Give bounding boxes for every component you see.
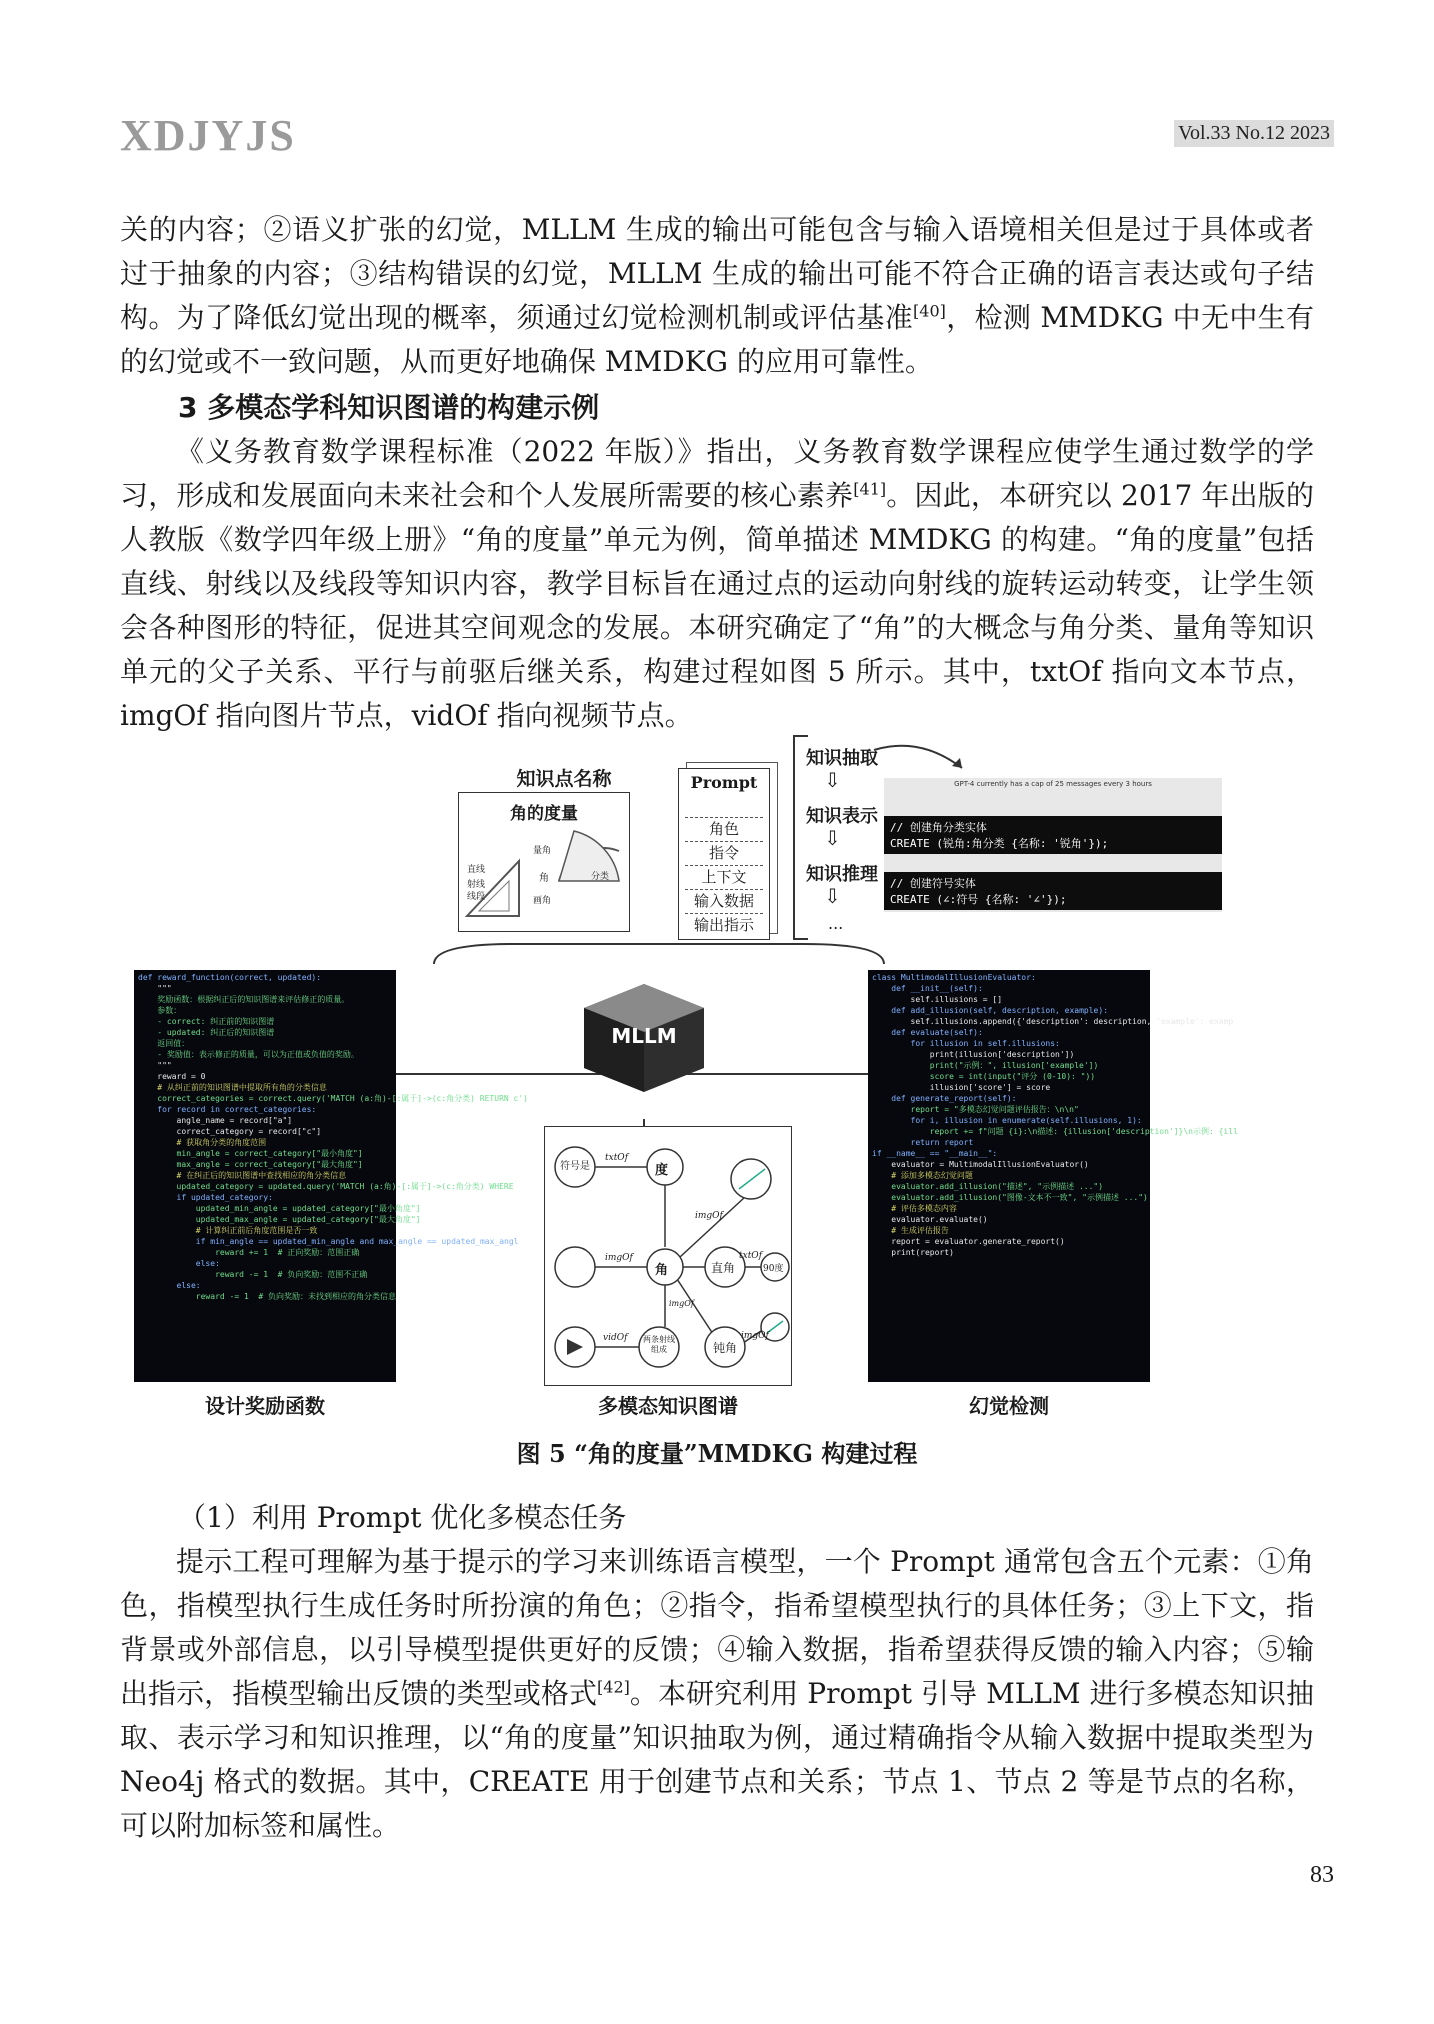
term-ray: 射线: [467, 880, 486, 890]
evaluator-code-line: if __name__ == "__main__":: [872, 1149, 998, 1158]
reward-code-line: correct_categories = correct.query('MATCH (a:角)-[:属于]->(c:角分类) RETURN c'): [138, 1094, 528, 1103]
edge-txtof-1: txtOf: [605, 1153, 629, 1163]
paragraph-2-tail: 。因此，本研究以 2017 年出版的人教版《数学四年级上册》“角的度量”单元为例，简单描述 MMDKG 的构建。“角的度量”包括直线、射线以及线段等知识内容，教学目标旨在通过点的运动向射线的旋转运动转变，让学生领会各种图形的特征，促进其空间观念的发展。本研究确定了“角”的大概念与角分类、量角等知识单元的父子关系、平行与前驱后继关系，构建过程如图 5 所示。其中，txtOf 指向文本节点，imgOf 指向图片节点，vidOf 指向视频节点。: [120, 479, 1314, 732]
knowledge-graph-label: 多模态知识图谱: [598, 1394, 738, 1418]
section-heading: 3 多模态学科知识图谱的构建示例: [178, 391, 600, 424]
prompt-item-input: 输入数据: [685, 889, 763, 911]
output-code-1-statement: CREATE (锐角:角分类 {名称: '锐角'});: [890, 837, 1109, 850]
output-code-block-2: [884, 872, 1222, 910]
evaluator-code-line: print("示例：", illusion['example']): [872, 1061, 1099, 1070]
reward-code-line: updated_min_angle = updated_category["最小角度"]: [138, 1204, 421, 1213]
down-arrow-icon: ⇩: [824, 768, 841, 792]
volume-label: Vol.33 No.12 2023: [1174, 120, 1334, 147]
evaluator-code-line: report = "多模态幻觉问题评估报告：\n\n": [872, 1105, 1079, 1114]
reward-code-line: # 计算纠正前后角度范围是否一致: [138, 1226, 318, 1235]
paragraph-1: [120, 208, 1314, 384]
output-code-2-comment: // 创建符号实体: [890, 877, 976, 890]
step-more: ...: [828, 914, 844, 933]
paragraph-3-text: 提示工程可理解为基于提示的学习来训练语言模型，一个 Prompt 通常包含五个元素：①角色，指模型执行生成任务时所扮演的角色；②指令，指希望模型执行的具体任务；③上下文，指背景或外部信息，以引导模型提供更好的反馈；④输入数据，指希望获得反馈的输入内容；⑤输出指示，指模型输出反馈的类型或格式: [120, 1545, 1314, 1710]
reward-code-line: if min_angle == updated_min_angle and max_angle == updated_max_angl: [138, 1237, 519, 1246]
evaluator-code-line: # 添加多模态幻觉问题: [872, 1171, 973, 1180]
subsection-heading: （1）利用 Prompt 优化多模态任务: [178, 1501, 627, 1534]
reward-code-line: else:: [138, 1259, 220, 1268]
evaluator-code-line: report = evaluator.generate_report(): [872, 1237, 1065, 1246]
prompt-item-role: 角色: [685, 817, 763, 839]
evaluator-code-line: illusion['score'] = score: [872, 1083, 1051, 1092]
output-code-block-1: [884, 816, 1222, 854]
evaluator-code-line: for i, illusion in enumerate(self.illusions, 1):: [872, 1116, 1142, 1125]
evaluator-code-line: evaluator.evaluate(): [872, 1215, 988, 1224]
knowledge-point-subtitle: 角的度量: [510, 804, 578, 824]
reward-code-line: """: [138, 984, 172, 993]
output-code-1-comment: // 创建角分类实体: [890, 821, 987, 834]
reward-function-label: 设计奖励函数: [205, 1394, 325, 1418]
node-right-angle: 直角: [711, 1261, 736, 1275]
paragraph-1-text: 关的内容；②语义扩张的幻觉，MLLM 生成的输出可能包含与输入语境相关但是过于具体或者过于抽象的内容；③结构错误的幻觉，MLLM 生成的输出可能不符合正确的语言表达或句子结构。为了降低幻觉出现的概率，须通过幻觉检测机制或评估基准: [120, 213, 1314, 334]
evaluator-code-line: # 评估多模态内容: [872, 1204, 957, 1213]
reward-code-line: updated_category = updated.query('MATCH (a:角)-[:属于]->(c:角分类) WHERE: [138, 1182, 514, 1191]
reward-code-line: # 在纠正后的知识图谱中查找相应的角分类信息: [138, 1171, 347, 1180]
reward-code-line: else:: [138, 1281, 201, 1290]
journal-logo: XDJYJS: [120, 111, 296, 160]
term-classify: 分类: [591, 872, 610, 882]
edge-vidof: vidOf: [603, 1333, 628, 1343]
down-arrow-icon: ⇩: [824, 884, 841, 908]
down-arrow-icon: ⇩: [824, 826, 841, 850]
reference-41: [41]: [853, 479, 887, 499]
paragraph-3: [120, 1540, 1314, 1848]
evaluator-code-line: score = int(input("评分 (0-10): ")): [872, 1072, 1096, 1081]
page-number: 83: [1310, 1862, 1334, 1888]
reference-42: [42]: [597, 1677, 630, 1697]
evaluator-code-line: evaluator.add_illusion("图像-文本不一致", "示例描述 ..."): [872, 1193, 1148, 1202]
evaluator-code-line: print(report): [872, 1248, 954, 1257]
term-measure: 量角: [533, 846, 552, 856]
reward-code-line: - 奖励值：表示修正的质量，可以为正值或负值的奖励。: [138, 1050, 359, 1059]
reward-code-line: min_angle = correct_category["最小角度"]: [138, 1149, 363, 1158]
reward-function-code: [134, 970, 528, 1382]
prompt-box: [678, 768, 770, 940]
reward-code-line: for record in correct_categories:: [138, 1105, 317, 1114]
reward-code-line: reward = 0: [138, 1072, 206, 1081]
output-code-2-statement: CREATE (∠:符号 {名称: '∠'});: [890, 893, 1067, 906]
evaluator-code-line: def add_illusion(self, description, example):: [872, 1006, 1109, 1015]
node-obtuse: 钝角: [713, 1341, 738, 1355]
reward-code-line: 返回值：: [138, 1039, 190, 1048]
node-degree: 度: [655, 1163, 669, 1178]
reward-code-line: # 从纠正前的知识图谱中提取所有角的分类信息: [138, 1083, 327, 1092]
reward-code-line: if updated_category:: [138, 1193, 273, 1202]
reward-code-line: reward -= 1 # 负向奖励：未找到相应的角分类信息: [138, 1292, 397, 1301]
evaluator-code-line: evaluator = MultimodalIllusionEvaluator(): [872, 1160, 1089, 1169]
node-90-degree: 90度: [763, 1264, 784, 1274]
evaluator-code-line: def generate_report(self):: [872, 1094, 1017, 1103]
evaluator-code-line: self.illusions.append({'description': description, 'example': examp: [872, 1017, 1234, 1026]
term-line: 直线: [467, 865, 486, 875]
term-angle: 角: [539, 873, 549, 884]
reference-40: [40]: [913, 301, 946, 321]
step-reason: 知识推理: [806, 864, 878, 885]
edge-imgof-2: imgOf: [605, 1253, 633, 1263]
reward-code-line: 参数：: [138, 1006, 182, 1015]
node-two-rays: 两条射线组成: [643, 1335, 675, 1354]
reward-code-line: reward -= 1 # 负向奖励：范围不正确: [138, 1270, 368, 1279]
node-angle: 角: [655, 1263, 669, 1278]
prompt-item-instruction: 指令: [685, 841, 763, 863]
evaluator-code-line: # 生成评估报告: [872, 1226, 949, 1235]
term-draw: 画角: [533, 896, 552, 906]
reward-code-line: - correct: 纠正前的知识图谱: [138, 1017, 275, 1026]
term-segment: 线段: [467, 892, 486, 902]
reward-code-line: angle_name = record["a"]: [138, 1116, 293, 1125]
evaluator-code-line: def evaluate(self):: [872, 1028, 983, 1037]
evaluator-code-line: return report: [872, 1138, 974, 1147]
paragraph-3-tail: 。本研究利用 Prompt 引导 MLLM 进行多模态知识抽取、表示学习和知识推理，以“角的度量”知识抽取为例，通过精确指令从输入数据中提取类型为 Neo4j 格式的数据。其中，CREATE 用于创建节点和关系；节点 1、节点 2 等是节点的名称，可以附加标签和属性。: [120, 1677, 1314, 1842]
evaluator-code-line: report += f"问题 {i}:\n描述: {illusion['description']}\n示例: {ill: [872, 1127, 1238, 1136]
reward-code-line: - updated: 纠正后的知识图谱: [138, 1028, 275, 1037]
knowledge-point-title: 知识点名称: [516, 768, 612, 790]
reward-code-line: correct_category = record["c"]: [138, 1127, 322, 1136]
edge-imgof-3: imgOf: [669, 1299, 694, 1308]
edge-imgof-4: imgOf: [741, 1331, 769, 1341]
figure-caption: 图 5 “角的度量”MMDKG 构建过程: [516, 1439, 918, 1468]
step-represent: 知识表示: [806, 806, 878, 827]
reward-code-line: max_angle = correct_category["最大角度"]: [138, 1160, 363, 1169]
evaluator-code-line: def __init__(self):: [872, 984, 983, 993]
evaluator-code-line: self.illusions = []: [872, 995, 1003, 1004]
edge-imgof-1: imgOf: [695, 1211, 723, 1221]
mllm-label: MLLM: [611, 1024, 677, 1048]
node-symbol: 符号是: [560, 1161, 590, 1172]
reward-code-line: # 获取角分类的角度范围: [138, 1138, 267, 1147]
prompt-title: Prompt: [690, 773, 758, 792]
curved-arrow-icon: [870, 738, 980, 778]
reward-code-line: """: [138, 1061, 172, 1070]
prompt-item-context: 上下文: [685, 865, 763, 887]
output-notice: GPT-4 currently has a cap of 25 messages every 3 hours: [954, 780, 1152, 788]
reward-code-line: 奖励函数：根据纠正后的知识图谱来评估修正的质量。: [138, 995, 350, 1004]
hallucination-detection-code: [868, 970, 1238, 1382]
reward-code-line: updated_max_angle = updated_category["最大角度"]: [138, 1215, 421, 1224]
reward-code-line: reward += 1 # 正向奖励：范围正确: [138, 1248, 360, 1257]
paragraph-1-tail: ，检测 MMDKG 中无中生有的幻觉或不一致问题，从而更好地确保 MMDKG 的应用可靠性。: [120, 301, 1314, 378]
evaluator-code-line: for illusion in self.illusions:: [872, 1039, 1060, 1048]
paragraph-2: [120, 430, 1314, 738]
edge-txtof-2: txtOf: [739, 1251, 763, 1261]
paragraph-2-text: 《义务教育数学课程标准（2022 年版）》指出，义务教育数学课程应使学生通过数学的学习，形成和发展面向未来社会和个人发展所需要的核心素养: [120, 435, 1314, 512]
knowledge-point-box: [458, 792, 630, 932]
hallucination-detection-label: 幻觉检测: [969, 1394, 1049, 1418]
evaluator-code-line: evaluator.add_illusion("描述", "示例描述 ..."): [872, 1182, 1104, 1191]
prompt-item-output: 输出指示: [685, 913, 763, 935]
reward-code-line: def reward_function(correct, updated):: [138, 973, 322, 982]
evaluator-code-line: class MultimodalIllusionEvaluator:: [872, 973, 1036, 982]
step-extract: 知识抽取: [806, 748, 878, 769]
output-panel: [884, 778, 1222, 912]
figure-5: [134, 734, 1310, 1424]
evaluator-code-line: print(illusion['description']): [872, 1050, 1075, 1059]
knowledge-graph-box: [544, 1126, 792, 1386]
